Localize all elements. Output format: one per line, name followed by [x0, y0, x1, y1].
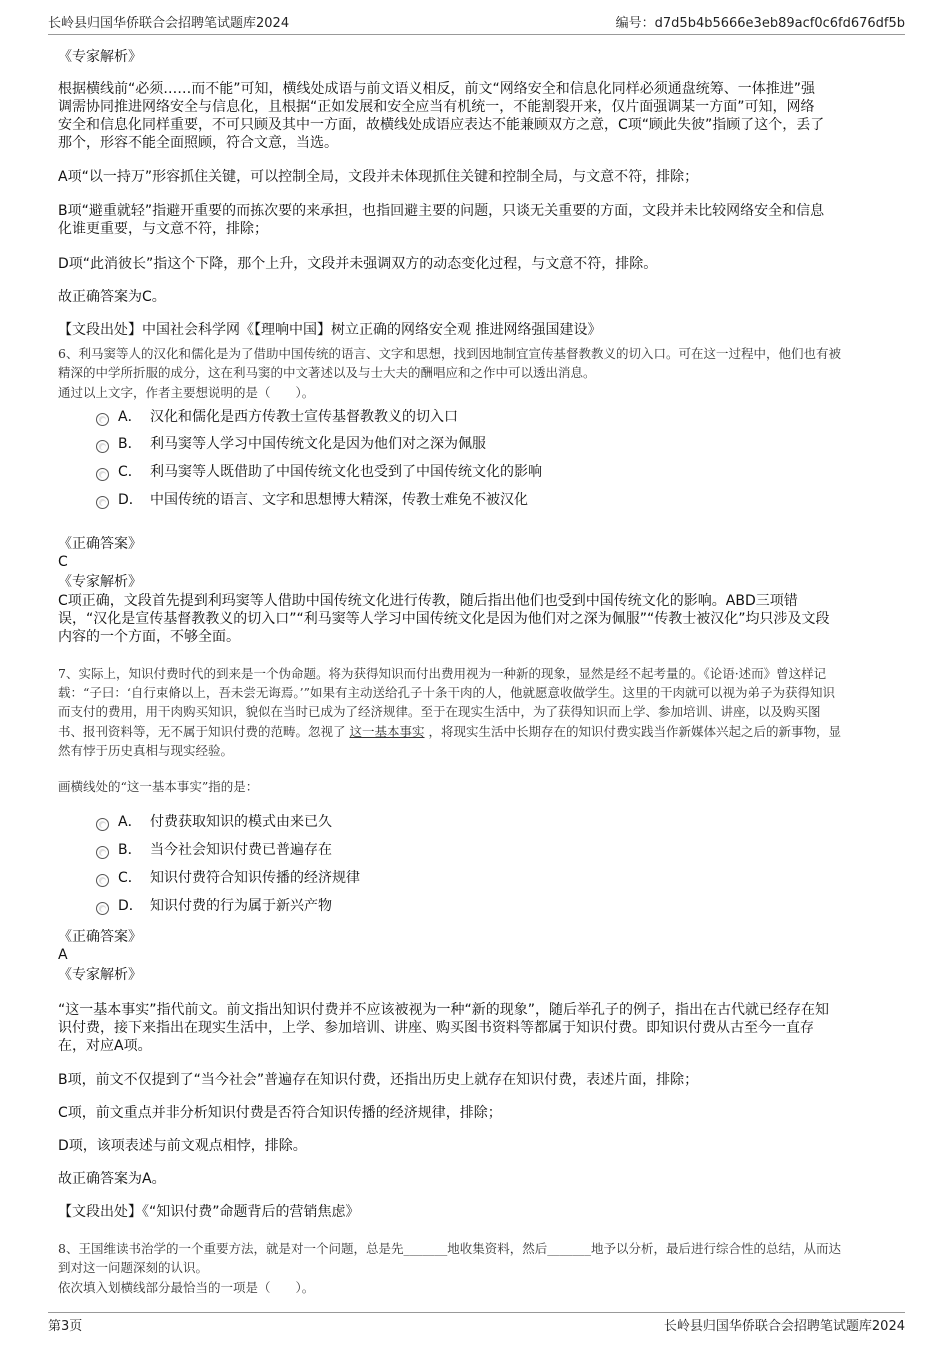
- option-text: 知识付费的行为属于新兴产物: [150, 898, 332, 914]
- page-footer: [48, 1312, 905, 1337]
- q6-option-b[interactable]: [96, 435, 486, 453]
- q6-analysis-line: 内容的一个方面，不够全面。: [58, 629, 240, 645]
- q5-analysis-line: 调需协同推进网络安全与信息化，且根据“正如发展和安全应当有机统一，不能割裂开来，仅片面强调某一方面”可知，网络: [58, 99, 815, 115]
- q5-analysis-line: 安全和信息化同样重要，不可只顾及其中一方面，故横线处成语应表达不能兼顾双方之意，C项“顾此失彼”指顾了这个，丢了: [58, 117, 825, 133]
- option-text: 利马窦等人既借助了中国传统文化也受到了中国传统文化的影响: [150, 464, 542, 480]
- q5-option-b-analysis: B项“避重就轻”指避开重要的而拣次要的来承担，也指回避主要的问题，只谈无关重要的方面，文段并未比较网络安全和信息: [58, 203, 825, 219]
- option-text: 汉化和儒化是西方传教士宣传基督教教义的切入口: [150, 409, 458, 425]
- radio-icon[interactable]: [96, 496, 109, 509]
- q5-analysis-line: 那个，形容不能全面照顾，符合文意，当选。: [58, 135, 338, 151]
- q7-question: 画横线处的“这一基本事实”指的是：: [58, 779, 259, 794]
- option-letter: B．: [118, 436, 142, 452]
- option-text: 当今社会知识付费已普遍存在: [150, 842, 332, 858]
- underlined-phrase: 这一基本事实: [349, 724, 425, 739]
- footer-title: 长岭县归国华侨联合会招聘笔试题库2024: [663, 1319, 905, 1334]
- q7-stem-with-underline: [58, 723, 905, 741]
- option-letter: B．: [118, 842, 142, 858]
- radio-icon[interactable]: [96, 902, 109, 915]
- q7-conclusion: 故正确答案为A。: [58, 1171, 166, 1187]
- q7-option-a[interactable]: [96, 813, 332, 831]
- q6-answer: C: [58, 554, 68, 570]
- q6-option-d[interactable]: [96, 491, 528, 509]
- q5-option-d-analysis: D项“此消彼长”指这个下降，那个上升，文段并未强调双方的动态变化过程，与文意不符，排除。: [58, 256, 658, 272]
- option-letter: A．: [118, 814, 142, 830]
- q5-analysis-label: 《专家解析》: [58, 49, 142, 65]
- q6-stem: 精深的中学所折服的成分，这在利马窦的中文著述以及与士大夫的酬唱应和之作中可以透出消息。: [58, 365, 596, 380]
- option-letter: A．: [118, 409, 142, 425]
- radio-icon[interactable]: [96, 846, 109, 859]
- radio-icon[interactable]: [96, 818, 109, 831]
- radio-icon[interactable]: [96, 413, 109, 426]
- option-letter: C．: [118, 464, 142, 480]
- q7-analysis-line: 在，对应A项。: [58, 1038, 152, 1054]
- q7-stem: 然有悖于历史真相与现实经验。: [58, 743, 234, 758]
- q6-analysis-line: C项正确，文段首先提到利玛窦等人借助中国传统文化进行传教，随后指出他们也受到中国传统文化的影响。ABD三项错: [58, 593, 798, 609]
- option-text: 付费获取知识的模式由来已久: [150, 814, 332, 830]
- q7-answer: A: [58, 947, 68, 963]
- page-number: 第3页: [48, 1319, 83, 1334]
- q5-option-b-analysis: 化谁更重要，与文意不符，排除；: [58, 221, 268, 237]
- q6-answer-label: 《正确答案》: [58, 536, 142, 552]
- q7-analysis-line: “这一基本事实”指代前文。前文指出知识付费并不应该被视为一种“新的现象”，随后举孔子的例子，指出在古代就已经存在知: [58, 1002, 830, 1018]
- radio-icon[interactable]: [96, 874, 109, 887]
- q7-stem: 而支付的费用，用干肉购买知识，貌似在当时已成为了经济规律。至于在现实生活中，为了获得知识而上学、参加培训、讲座，以及购买图: [58, 704, 821, 719]
- q7-option-b-analysis: B项，前文不仅提到了“当今社会”普遍存在知识付费，还指出历史上就存在知识付费，表述片面，排除；: [58, 1072, 699, 1088]
- option-letter: D．: [118, 492, 143, 508]
- q6-question: 通过以上文字，作者主要想说明的是（ ）。: [58, 385, 315, 400]
- q7-option-d[interactable]: [96, 897, 332, 915]
- q5-option-a-analysis: A项“以一持万”形容抓住关键，可以控制全局，文段并未体现抓住关键和控制全局，与文意不符，排除；: [58, 169, 699, 185]
- q6-analysis-label: 《专家解析》: [58, 574, 142, 590]
- q6-stem: 6、利马窦等人的汉化和儒化是为了借助中国传统的语言、文字和思想，找到因地制宜宣传基督教教义的切入口。可在这一过程中，他们也有被: [58, 346, 841, 361]
- option-text: 中国传统的语言、文字和思想博大精深，传教士难免不被汉化: [150, 492, 528, 508]
- q7-stem-part: 书、报刊资料等，无不属于知识付费的范畴。忽视了: [58, 724, 346, 739]
- option-letter: C．: [118, 870, 142, 886]
- q7-stem: 载：“子曰：‘自行束脩以上，吾未尝无诲焉。’”如果有主动送给孔子十条干肉的人，他就愿意收做学生。这里的干肉就可以视为弟子为获得知识: [58, 685, 835, 700]
- q7-analysis-line: 识付费，接下来指出在现实生活中，上学、参加培训、讲座、购买图书资料等都属于知识付费。即知识付费从古至今一直存: [58, 1020, 814, 1036]
- q7-analysis-label: 《专家解析》: [58, 967, 142, 983]
- q7-option-c[interactable]: [96, 869, 360, 887]
- q8-stem: 8、王国维读书治学的一个重要方法，就是对一个问题，总是先_______地收集资料，然后_______地予以分析，最后进行综合性的总结，从而达: [58, 1241, 841, 1256]
- option-letter: D．: [118, 898, 143, 914]
- q7-option-c-analysis: C项，前文重点并非分析知识付费是否符合知识传播的经济规律，排除；: [58, 1105, 502, 1121]
- q6-option-a[interactable]: [96, 408, 458, 426]
- q7-source: 【文段出处】《“知识付费”命题背后的营销焦虑》: [58, 1204, 360, 1220]
- q5-conclusion: 故正确答案为C。: [58, 289, 166, 305]
- q8-question: 依次填入划横线部分最恰当的一项是（ ）。: [58, 1280, 315, 1295]
- radio-icon[interactable]: [96, 468, 109, 481]
- q6-analysis-line: 误，“汉化是宣传基督教教义的切入口”“利马窦等人学习中国传统文化是因为他们对之深为佩服”“传教士被汉化”均只涉及文段: [58, 611, 830, 627]
- header-title: 长岭县归国华侨联合会招聘笔试题库2024: [48, 16, 290, 31]
- q5-analysis-line: 根据横线前“必须……而不能”可知，横线处成语与前文语义相反，前文“网络安全和信息化同样必须通盘统筹、一体推进”强: [58, 81, 816, 97]
- q7-answer-label: 《正确答案》: [58, 929, 142, 945]
- header-code: 编号：d7d5b4b5666e3eb89acf0c6fd676df5b: [615, 16, 905, 31]
- option-text: 利马窦等人学习中国传统文化是因为他们对之深为佩服: [150, 436, 486, 452]
- q6-option-c[interactable]: [96, 463, 542, 481]
- q5-source: 【文段出处】中国社会科学网《【理响中国】树立正确的网络安全观 推进网络强国建设》: [58, 322, 602, 338]
- option-text: 知识付费符合知识传播的经济规律: [150, 870, 360, 886]
- q7-stem-part: ，将现实生活中长期存在的知识付费实践当作新媒体兴起之后的新事物，显: [428, 724, 842, 739]
- q7-stem: 7、实际上，知识付费时代的到来是一个伪命题。将为获得知识而付出费用视为一种新的现象，显然是经不起考量的。《论语·述而》曾这样记: [58, 666, 827, 681]
- q7-option-d-analysis: D项，该项表述与前文观点相悖，排除。: [58, 1138, 307, 1154]
- radio-icon[interactable]: [96, 440, 109, 453]
- q8-stem: 到对这一问题深刻的认识。: [58, 1260, 209, 1275]
- page-header: [48, 12, 905, 35]
- q7-option-b[interactable]: [96, 841, 332, 859]
